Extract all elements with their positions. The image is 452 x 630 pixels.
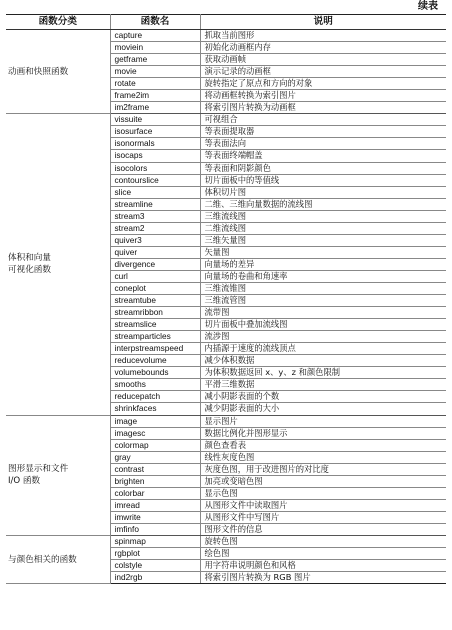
description-cell: 旋转指定了原点和方向的对象 [200, 78, 446, 90]
description-cell: 体积切片图 [200, 186, 446, 198]
description-cell: 等表面提取器 [200, 126, 446, 138]
function-name-cell: colormap [110, 439, 200, 451]
description-cell: 内插源于速度的流线顶点 [200, 343, 446, 355]
description-cell: 数据比例化并图形显示 [200, 427, 446, 439]
description-cell: 流带图 [200, 307, 446, 319]
header-row [6, 15, 446, 30]
description-cell: 用字符串说明颜色和风格 [200, 560, 446, 572]
function-name-cell: spinmap [110, 535, 200, 547]
description-cell: 减少阴影表面的大小 [200, 403, 446, 415]
description-cell: 将索引图片转换为 RGB 图片 [200, 572, 446, 584]
table-row [6, 114, 446, 126]
description-cell: 获取动画帧 [200, 54, 446, 66]
function-name-cell: gray [110, 451, 200, 463]
function-name-cell: imfinfo [110, 523, 200, 535]
function-name-cell: frame2im [110, 90, 200, 102]
table-row [6, 415, 446, 427]
table-body [6, 30, 446, 584]
function-name-cell: isonormals [110, 138, 200, 150]
description-cell: 切片面板中的等值线 [200, 174, 446, 186]
function-name-cell: rgbplot [110, 548, 200, 560]
function-name-cell: shrinkfaces [110, 403, 200, 415]
description-cell: 抓取当前图形 [200, 30, 446, 42]
description-cell: 等表面和阴影颜色 [200, 162, 446, 174]
function-name-cell: colstyle [110, 560, 200, 572]
function-name-cell: movie [110, 66, 200, 78]
description-cell: 三维矢量图 [200, 234, 446, 246]
function-name-cell: smooths [110, 379, 200, 391]
description-cell: 平滑三维数据 [200, 379, 446, 391]
description-cell: 显示图片 [200, 415, 446, 427]
description-cell: 二维流线图 [200, 222, 446, 234]
category-cell: 与颜色相关的函数 [6, 535, 110, 583]
function-name-cell: quiver3 [110, 234, 200, 246]
category-cell: 图形显示和文件 I/O 函数 [6, 415, 110, 535]
description-cell: 三维流锥图 [200, 282, 446, 294]
function-name-cell: contrast [110, 463, 200, 475]
function-name-cell: volumebounds [110, 367, 200, 379]
description-cell: 向量场的差异 [200, 258, 446, 270]
function-name-cell: streamline [110, 198, 200, 210]
description-cell: 颜色查看表 [200, 439, 446, 451]
function-name-cell: streamslice [110, 319, 200, 331]
continued-label: 续表 [418, 1, 438, 12]
description-cell: 加亮或变暗色图 [200, 475, 446, 487]
description-cell: 等表面终端帽盖 [200, 150, 446, 162]
table-row [6, 30, 446, 42]
function-name-cell: coneplot [110, 282, 200, 294]
function-name-cell: quiver [110, 246, 200, 258]
function-name-cell: reducevolume [110, 355, 200, 367]
description-cell: 三维流管图 [200, 295, 446, 307]
description-cell: 可视组合 [200, 114, 446, 126]
function-name-cell: im2frame [110, 102, 200, 114]
description-cell: 为体积数据返回 x、y、z 和颜色限制 [200, 367, 446, 379]
description-cell: 图形文件的信息 [200, 523, 446, 535]
function-name-cell: interpstreamspeed [110, 343, 200, 355]
function-name-cell: reducepatch [110, 391, 200, 403]
function-name-cell: divergence [110, 258, 200, 270]
function-name-cell: imagesc [110, 427, 200, 439]
header-function-name: 函数名 [110, 15, 200, 30]
description-cell: 减少体积数据 [200, 355, 446, 367]
description-cell: 灰度色图，用于改进图片的对比度 [200, 463, 446, 475]
function-name-cell: capture [110, 30, 200, 42]
function-name-cell: stream2 [110, 222, 200, 234]
description-cell: 切片面板中叠加流线图 [200, 319, 446, 331]
function-name-cell: ind2rgb [110, 572, 200, 584]
function-name-cell: slice [110, 186, 200, 198]
function-name-cell: isocolors [110, 162, 200, 174]
function-name-cell: getframe [110, 54, 200, 66]
description-cell: 显示色图 [200, 487, 446, 499]
description-cell: 将索引图片转换为动画框 [200, 102, 446, 114]
description-cell: 线性灰度色图 [200, 451, 446, 463]
description-cell: 旋转色图 [200, 535, 446, 547]
description-cell: 从图形文件中写图片 [200, 511, 446, 523]
function-name-cell: streamtube [110, 295, 200, 307]
function-name-cell: imread [110, 499, 200, 511]
category-cell: 体积和向量 可视化函数 [6, 114, 110, 415]
description-cell: 减小阴影表面的个数 [200, 391, 446, 403]
function-table [6, 14, 446, 584]
function-name-cell: brighten [110, 475, 200, 487]
description-cell: 等表面法向 [200, 138, 446, 150]
function-name-cell: contourslice [110, 174, 200, 186]
function-name-cell: stream3 [110, 210, 200, 222]
function-name-cell: vissuite [110, 114, 200, 126]
function-name-cell: image [110, 415, 200, 427]
function-name-cell: isosurface [110, 126, 200, 138]
description-cell: 矢量图 [200, 246, 446, 258]
header-category: 函数分类 [6, 15, 110, 30]
description-cell: 从图形文件中读取图片 [200, 499, 446, 511]
description-cell: 流涉图 [200, 331, 446, 343]
description-cell: 二维、三维向量数据的流线图 [200, 198, 446, 210]
function-name-cell: curl [110, 270, 200, 282]
function-name-cell: streamribbon [110, 307, 200, 319]
function-name-cell: moviein [110, 42, 200, 54]
description-cell: 三维流线图 [200, 210, 446, 222]
function-name-cell: colorbar [110, 487, 200, 499]
category-cell: 动画和快照函数 [6, 30, 110, 114]
table-row [6, 535, 446, 547]
description-cell: 绘色图 [200, 548, 446, 560]
description-cell: 初始化动画框内存 [200, 42, 446, 54]
header-description: 说明 [200, 15, 446, 30]
function-name-cell: streamparticles [110, 331, 200, 343]
function-name-cell: imwrite [110, 511, 200, 523]
description-cell: 向量场的卷曲和角速率 [200, 270, 446, 282]
description-cell: 将动画框转换为索引图片 [200, 90, 446, 102]
function-name-cell: isocaps [110, 150, 200, 162]
function-name-cell: rotate [110, 78, 200, 90]
description-cell: 演示记录的动画框 [200, 66, 446, 78]
